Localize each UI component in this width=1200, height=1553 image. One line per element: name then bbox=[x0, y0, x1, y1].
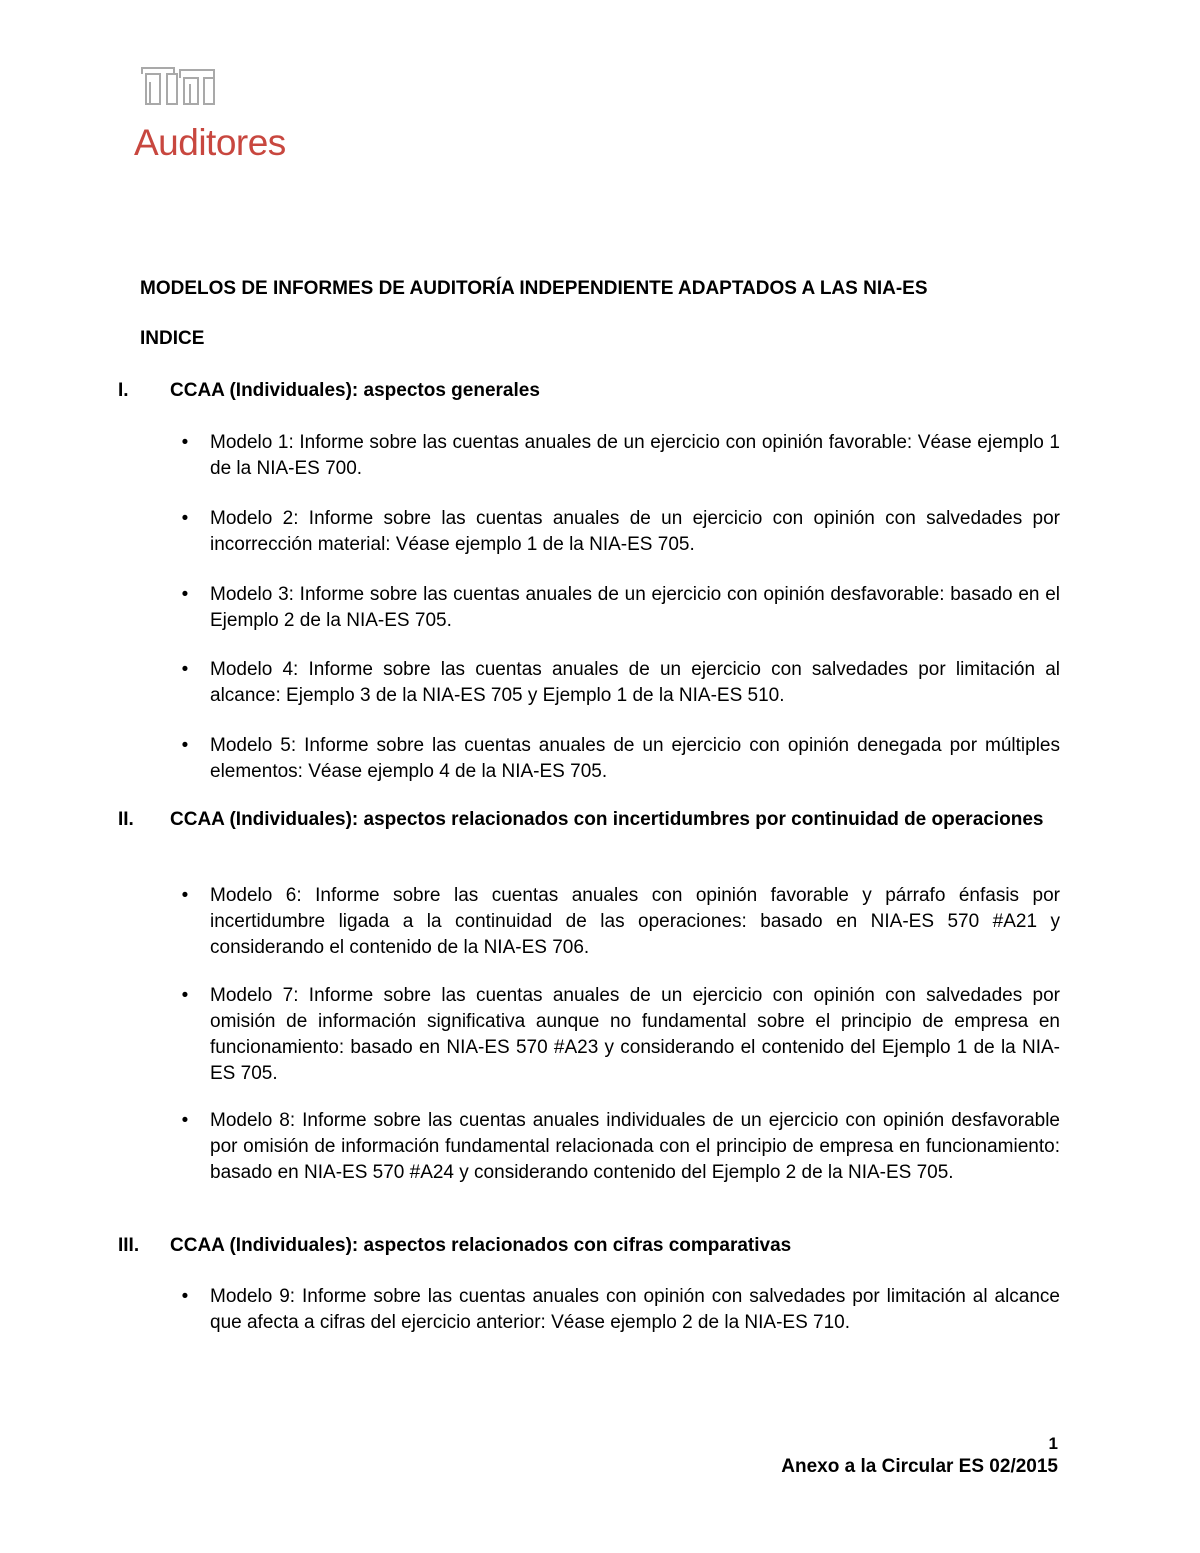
list-item-text: Modelo 2: Informe sobre las cuentas anuales de un ejercicio con opinión con salvedades por incorrección material: Véase ejemplo 1 de la NIA-ES 705. bbox=[210, 508, 1060, 555]
bullet-icon: • bbox=[181, 432, 189, 453]
list-item-text: Modelo 6: Informe sobre las cuentas anuales con opinión favorable y párrafo énfasis por incertidumbre ligada a la continuidad de las operaciones: basado en NIA-ES 570 #A21 y considerando el contenido de la NIA-ES 706. bbox=[210, 885, 1060, 958]
document-title: MODELOS DE INFORMES DE AUDITORÍA INDEPENDIENTE ADAPTADOS A LAS NIA-ES bbox=[140, 278, 928, 299]
bullet-icon: • bbox=[181, 1110, 189, 1131]
list-item bbox=[180, 1284, 1060, 1336]
list-item-text: Modelo 4: Informe sobre las cuentas anuales de un ejercicio con salvedades por limitación al alcance: Ejemplo 3 de la NIA-ES 705 y Ejemplo 1 de la NIA-ES 510. bbox=[210, 659, 1060, 706]
section-title: CCAA (Individuales): aspectos relacionados con incertidumbres por continuidad de operaciones bbox=[170, 809, 1044, 830]
section-heading-1 bbox=[118, 378, 1060, 404]
list-item-text: Modelo 8: Informe sobre las cuentas anuales individuales de un ejercicio con opinión desfavorable por omisión de información fundamental relacionada con el principio de empresa en funcionamiento: basado en NIA-ES 570 #A24 y considerando contenido del Ejemplo 2 de la NIA-ES 705. bbox=[210, 1110, 1060, 1183]
section-number: II. bbox=[118, 809, 134, 830]
list-item bbox=[180, 506, 1060, 558]
list-item bbox=[180, 1108, 1060, 1186]
footer-note: Anexo a la Circular ES 02/2015 bbox=[781, 1456, 1058, 1477]
list-item bbox=[180, 883, 1060, 961]
building-facade-icon bbox=[134, 62, 224, 112]
list-item bbox=[180, 657, 1060, 709]
section-title: CCAA (Individuales): aspectos generales bbox=[170, 380, 540, 401]
bullet-icon: • bbox=[181, 659, 189, 680]
list-item bbox=[180, 733, 1060, 785]
bullet-icon: • bbox=[181, 1286, 189, 1307]
list-item-text: Modelo 1: Informe sobre las cuentas anuales de un ejercicio con opinión favorable: Véase ejemplo 1 de la NIA-ES 700. bbox=[210, 432, 1060, 479]
index-heading: INDICE bbox=[140, 328, 205, 349]
bullet-icon: • bbox=[181, 584, 189, 605]
list-item bbox=[180, 983, 1060, 1087]
section-heading-3 bbox=[118, 1233, 1060, 1259]
list-item bbox=[180, 430, 1060, 482]
list-item-text: Modelo 7: Informe sobre las cuentas anuales de un ejercicio con opinión con salvedades por omisión de información significativa aunque no fundamental sobre el principio de empresa en funcionamiento: basado en NIA-ES 570 #A23 y considerando el contenido del Ejemplo 1 de la NIA-ES 705. bbox=[210, 985, 1060, 1084]
bullet-icon: • bbox=[181, 735, 189, 756]
section-number: I. bbox=[118, 380, 129, 401]
list-item-text: Modelo 3: Informe sobre las cuentas anuales de un ejercicio con opinión desfavorable: basado en el Ejemplo 2 de la NIA-ES 705. bbox=[210, 584, 1060, 631]
auditores-logo bbox=[134, 62, 334, 162]
section-title: CCAA (Individuales): aspectos relacionados con cifras comparativas bbox=[170, 1235, 792, 1256]
section-heading-2 bbox=[118, 807, 1060, 833]
bullet-icon: • bbox=[181, 508, 189, 529]
list-item-text: Modelo 5: Informe sobre las cuentas anuales de un ejercicio con opinión denegada por múltiples elementos: Véase ejemplo 4 de la NIA-ES 705. bbox=[210, 735, 1060, 782]
list-item bbox=[180, 582, 1060, 634]
list-item-text: Modelo 9: Informe sobre las cuentas anuales con opinión con salvedades por limitación al alcance que afecta a cifras del ejercicio anterior: Véase ejemplo 2 de la NIA-ES 710. bbox=[210, 1286, 1060, 1333]
bullet-icon: • bbox=[181, 985, 189, 1006]
bullet-icon: • bbox=[181, 885, 189, 906]
logo-wordmark: Auditores bbox=[134, 122, 286, 163]
section-number: III. bbox=[118, 1235, 140, 1256]
page-number: 1 bbox=[1048, 1434, 1058, 1453]
